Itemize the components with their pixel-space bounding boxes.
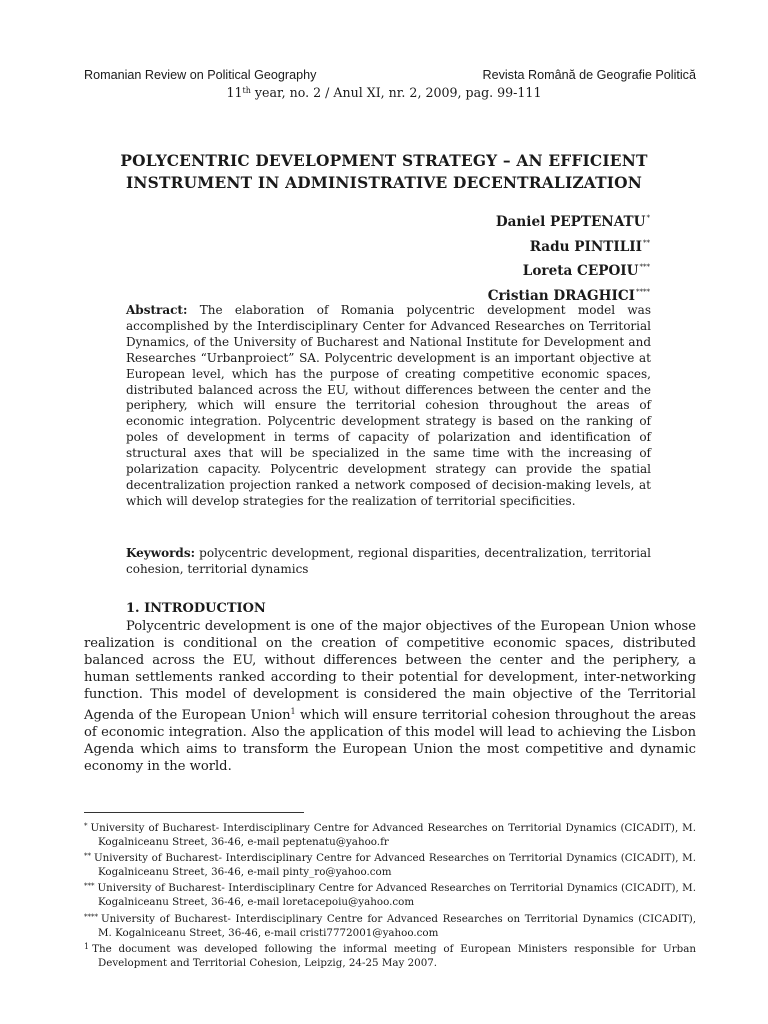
keywords-text: polycentric development, regional disparities, decentralization, territorial cohesion, territorial dynamics bbox=[126, 546, 651, 576]
section-heading: 1. INTRODUCTION bbox=[126, 601, 266, 616]
introduction-paragraph bbox=[84, 618, 696, 775]
author-name: Daniel PEPTENATU bbox=[495, 214, 646, 230]
footnote-mark: **** bbox=[84, 912, 98, 921]
paragraph-text-b: which will ensure territorial cohesion throughout the areas of economic integration. Also the application of this model will lead to achieving the Lisbon Agenda which aims to transform the European Union the most competitive and dynamic economy in the world. bbox=[84, 708, 696, 774]
running-header-left: Romanian Review on Political Geography bbox=[84, 68, 317, 82]
footnote-text: University of Bucharest- Interdisciplinary Centre for Advanced Researches on Territorial Dynamics (CICADIT), M. Kogalniceanu Street, 36-46, e-mail cristi7772001@yahoo.com bbox=[98, 912, 696, 939]
footnotes bbox=[84, 819, 696, 970]
author-mark: * bbox=[646, 214, 650, 222]
footnote-mark: 1 bbox=[84, 941, 90, 951]
footnote-text: University of Bucharest- Interdisciplinary Centre for Advanced Researches on Territorial Dynamics (CICADIT), M. Kogalniceanu Street, 36-46, e-mail peptenatu@yahoo.fr bbox=[90, 822, 696, 849]
author-list bbox=[488, 208, 650, 306]
author-mark: *** bbox=[639, 263, 650, 271]
author bbox=[488, 257, 650, 282]
year-ordinal-suffix: th bbox=[242, 86, 251, 95]
footnote bbox=[84, 819, 696, 849]
footnote-mark: * bbox=[84, 822, 88, 830]
keywords-label: Keywords: bbox=[126, 546, 196, 560]
issue-line bbox=[0, 85, 768, 100]
footnote-divider bbox=[84, 812, 304, 813]
title-line-2: INSTRUMENT IN ADMINISTRATIVE DECENTRALIZATION bbox=[125, 174, 643, 192]
footnote-mark: ** bbox=[84, 852, 91, 861]
paragraph-text-a: Polycentric development is one of the major objectives of the European Union whose realization is conditional on the creation of competitive economic spaces, distributed balanced across the EU, without differences between the center and the periphery, a human settlements ranked according to their potential for development, inter-networking function. This model of development is considered the main objective of the Territorial Agenda of the European Union bbox=[84, 619, 696, 723]
issue-details: year, no. 2 / Anul XI, nr. 2, 2009, pag. 99-111 bbox=[250, 85, 542, 100]
author-name: Cristian DRAGHICI bbox=[487, 287, 635, 304]
article-title bbox=[84, 150, 684, 194]
running-header-right: Revista Română de Geografie Politică bbox=[482, 68, 696, 82]
abstract-text: The elaboration of Romania polycentric development model was accomplished by the Interdisciplinary Center for Advanced Researches on Territorial Dynamics, of the University of Bucharest and National Institute for Development and Researches “Urbanproiect” SA. Polycentric development is an important objective at European level, which has the purpose of creating competitive economic spaces, distributed balanced across the EU, without differences between the center and the periphery, which will ensure the territorial cohesion throughout the areas of economic integration. Polycentric development strategy is based on the ranking of poles of development in terms of capacity of polarization and identification of structural axes that will be specialized in the same time with the increasing of polarization capacity. Polycentric development strategy can provide the spatial decentralization projection ranked a network composed of decision-making levels, at which will develop strategies for the realization of territorial specificities. bbox=[126, 303, 651, 508]
title-line-1: POLYCENTRIC DEVELOPMENT STRATEGY – AN EFFICIENT bbox=[120, 152, 648, 170]
footnote bbox=[84, 879, 696, 909]
author-name: Radu PINTILII bbox=[529, 238, 642, 255]
author-mark: ** bbox=[643, 238, 650, 247]
footnote bbox=[84, 940, 696, 970]
author-name: Loreta CEPOIU bbox=[522, 263, 639, 279]
author bbox=[488, 233, 650, 258]
footnote-text: University of Bucharest- Interdisciplinary Centre for Advanced Researches on Territorial Dynamics (CICADIT), M. Kogalniceanu Street, 36-46, e-mail pinty_ro@yahoo.com bbox=[94, 852, 696, 879]
keywords bbox=[126, 546, 651, 578]
footnote bbox=[84, 910, 696, 940]
author-mark: **** bbox=[636, 287, 650, 296]
footnote-text: The document was developed following the informal meeting of European Ministers responsible for Urban Development and Territorial Cohesion, Leipzig, 24-25 May 2007. bbox=[92, 942, 696, 969]
abstract bbox=[126, 303, 651, 510]
abstract-label: Abstract: bbox=[126, 303, 188, 317]
footnote-mark: *** bbox=[84, 882, 95, 891]
year-ordinal: 11 bbox=[226, 85, 243, 100]
author bbox=[488, 208, 650, 233]
footnote bbox=[84, 849, 696, 879]
footnote-ref[interactable]: 1 bbox=[290, 707, 296, 716]
footnote-text: University of Bucharest- Interdisciplinary Centre for Advanced Researches on Territorial Dynamics (CICADIT), M. Kogalniceanu Street, 36-46, e-mail loretacepoiu@yahoo.com bbox=[97, 882, 696, 909]
